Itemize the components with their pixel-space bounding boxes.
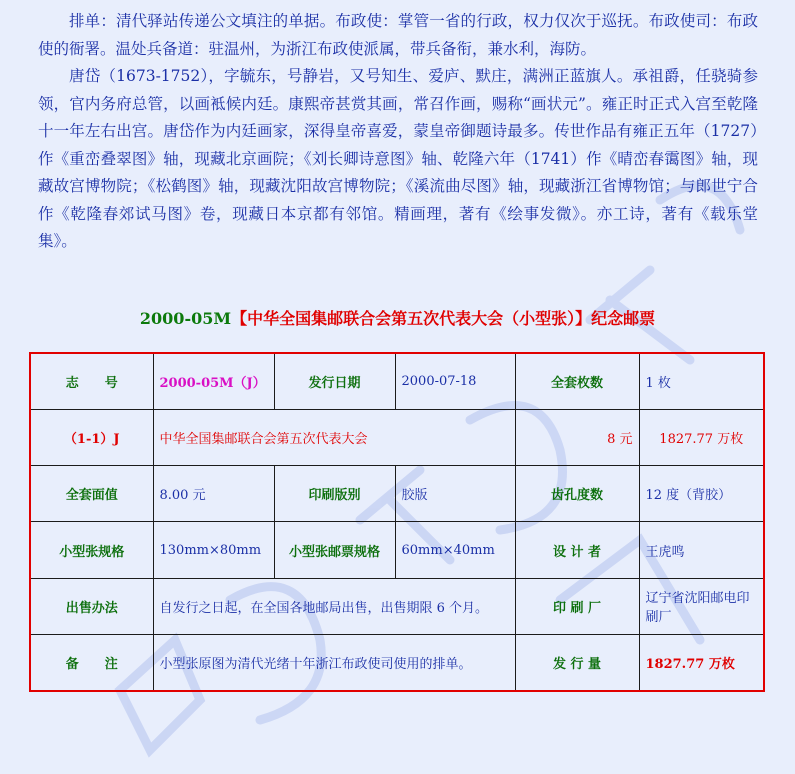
label-issue-quantity: 发 行 量 [515,634,639,691]
value-perforation: 12 度（背胶） [639,466,764,522]
value-issue-date: 2000-07-18 [395,353,515,410]
value-serial: 2000-05M（J） [153,353,274,410]
stamp-item-id: （1-1）J [30,410,153,466]
table-row [30,578,764,634]
value-sale-method: 自发行之日起，在全国各地邮局出售，出售期限 6 个月。 [153,578,515,634]
article-paragraph-1: 排单：清代驿站传递公文填注的单据。布政使：掌管一省的行政，权力仅次于巡抚。布政使司：布政使的衙署。温处兵备道：驻温州，为浙江布政使派属，带兵备衔，兼水利，海防。 [38,12,758,58]
value-designer: 王虎鸣 [639,522,764,578]
label-serial: 志 号 [30,353,153,410]
stamp-suffix: 纪念邮票 [591,309,656,328]
stamp-item-name: 中华全国集邮联合会第五次代表大会 [153,410,515,466]
value-face-value: 8.00 元 [153,466,274,522]
stamp-name: 【中华全国集邮联合会第五次代表大会（小型张）】 [231,309,592,328]
table-row [30,353,764,410]
value-set-count: 1 枚 [639,353,764,410]
table-row [30,634,764,691]
stamp-item-face-value: 8 元 [515,410,639,466]
label-designer: 设 计 者 [515,522,639,578]
table-row [30,522,764,578]
value-sheet-size: 130mm×80mm [153,522,274,578]
table-row [30,466,764,522]
label-perforation: 齿孔度数 [515,466,639,522]
label-print-method: 印刷版别 [274,466,395,522]
stamp-code: 2000-05M [139,309,232,328]
label-set-count: 全套枚数 [515,353,639,410]
value-print-method: 胶版 [395,466,515,522]
value-stamp-size: 60mm×40mm [395,522,515,578]
value-issue-quantity: 1827.77 万枚 [639,634,764,691]
stamp-title [0,306,795,329]
article-paragraph-2: 唐岱（1673-1752），字毓东，号静岩，又号知生、爱庐、默庄，满洲正蓝旗人。承祖爵，任骁骑参领，官内务府总管，以画袛候内廷。康熙帝甚赏其画，常召作画，赐称“画状元”。雍正时正式入宫至乾隆十一年左右出宫。唐岱作为内廷画家，深得皇帝喜爱，蒙皇帝御题诗最多。传世作品有雍正五年（1727）作《重峦叠翠图》轴，现藏北京画院；《刘长卿诗意图》轴、乾隆六年（1741）作《晴峦春霭图》轴，现藏故宫博物院；《松鹤图》轴，现藏沈阳故宫博物院；《溪流曲尽图》轴，现藏浙江省博物馆；与郎世宁合作《乾隆春郊试马图》卷，现藏日本京都有邻馆。精画理，著有《绘事发微》。亦工诗，著有《载乐堂集》。 [38,67,758,250]
label-printer: 印 刷 厂 [515,578,639,634]
label-stamp-size: 小型张邮票规格 [274,522,395,578]
article-text [38,8,758,256]
table-row [30,410,764,466]
stamp-info-table [29,352,765,692]
label-issue-date: 发行日期 [274,353,395,410]
stamp-item-quantity: 1827.77 万枚 [639,410,764,466]
label-sale-method: 出售办法 [30,578,153,634]
label-face-value: 全套面值 [30,466,153,522]
label-remarks: 备 注 [30,634,153,691]
value-printer: 辽宁省沈阳邮电印刷厂 [639,578,764,634]
label-sheet-size: 小型张规格 [30,522,153,578]
value-remarks: 小型张原图为清代光绪十年浙江布政使司使用的排单。 [153,634,515,691]
